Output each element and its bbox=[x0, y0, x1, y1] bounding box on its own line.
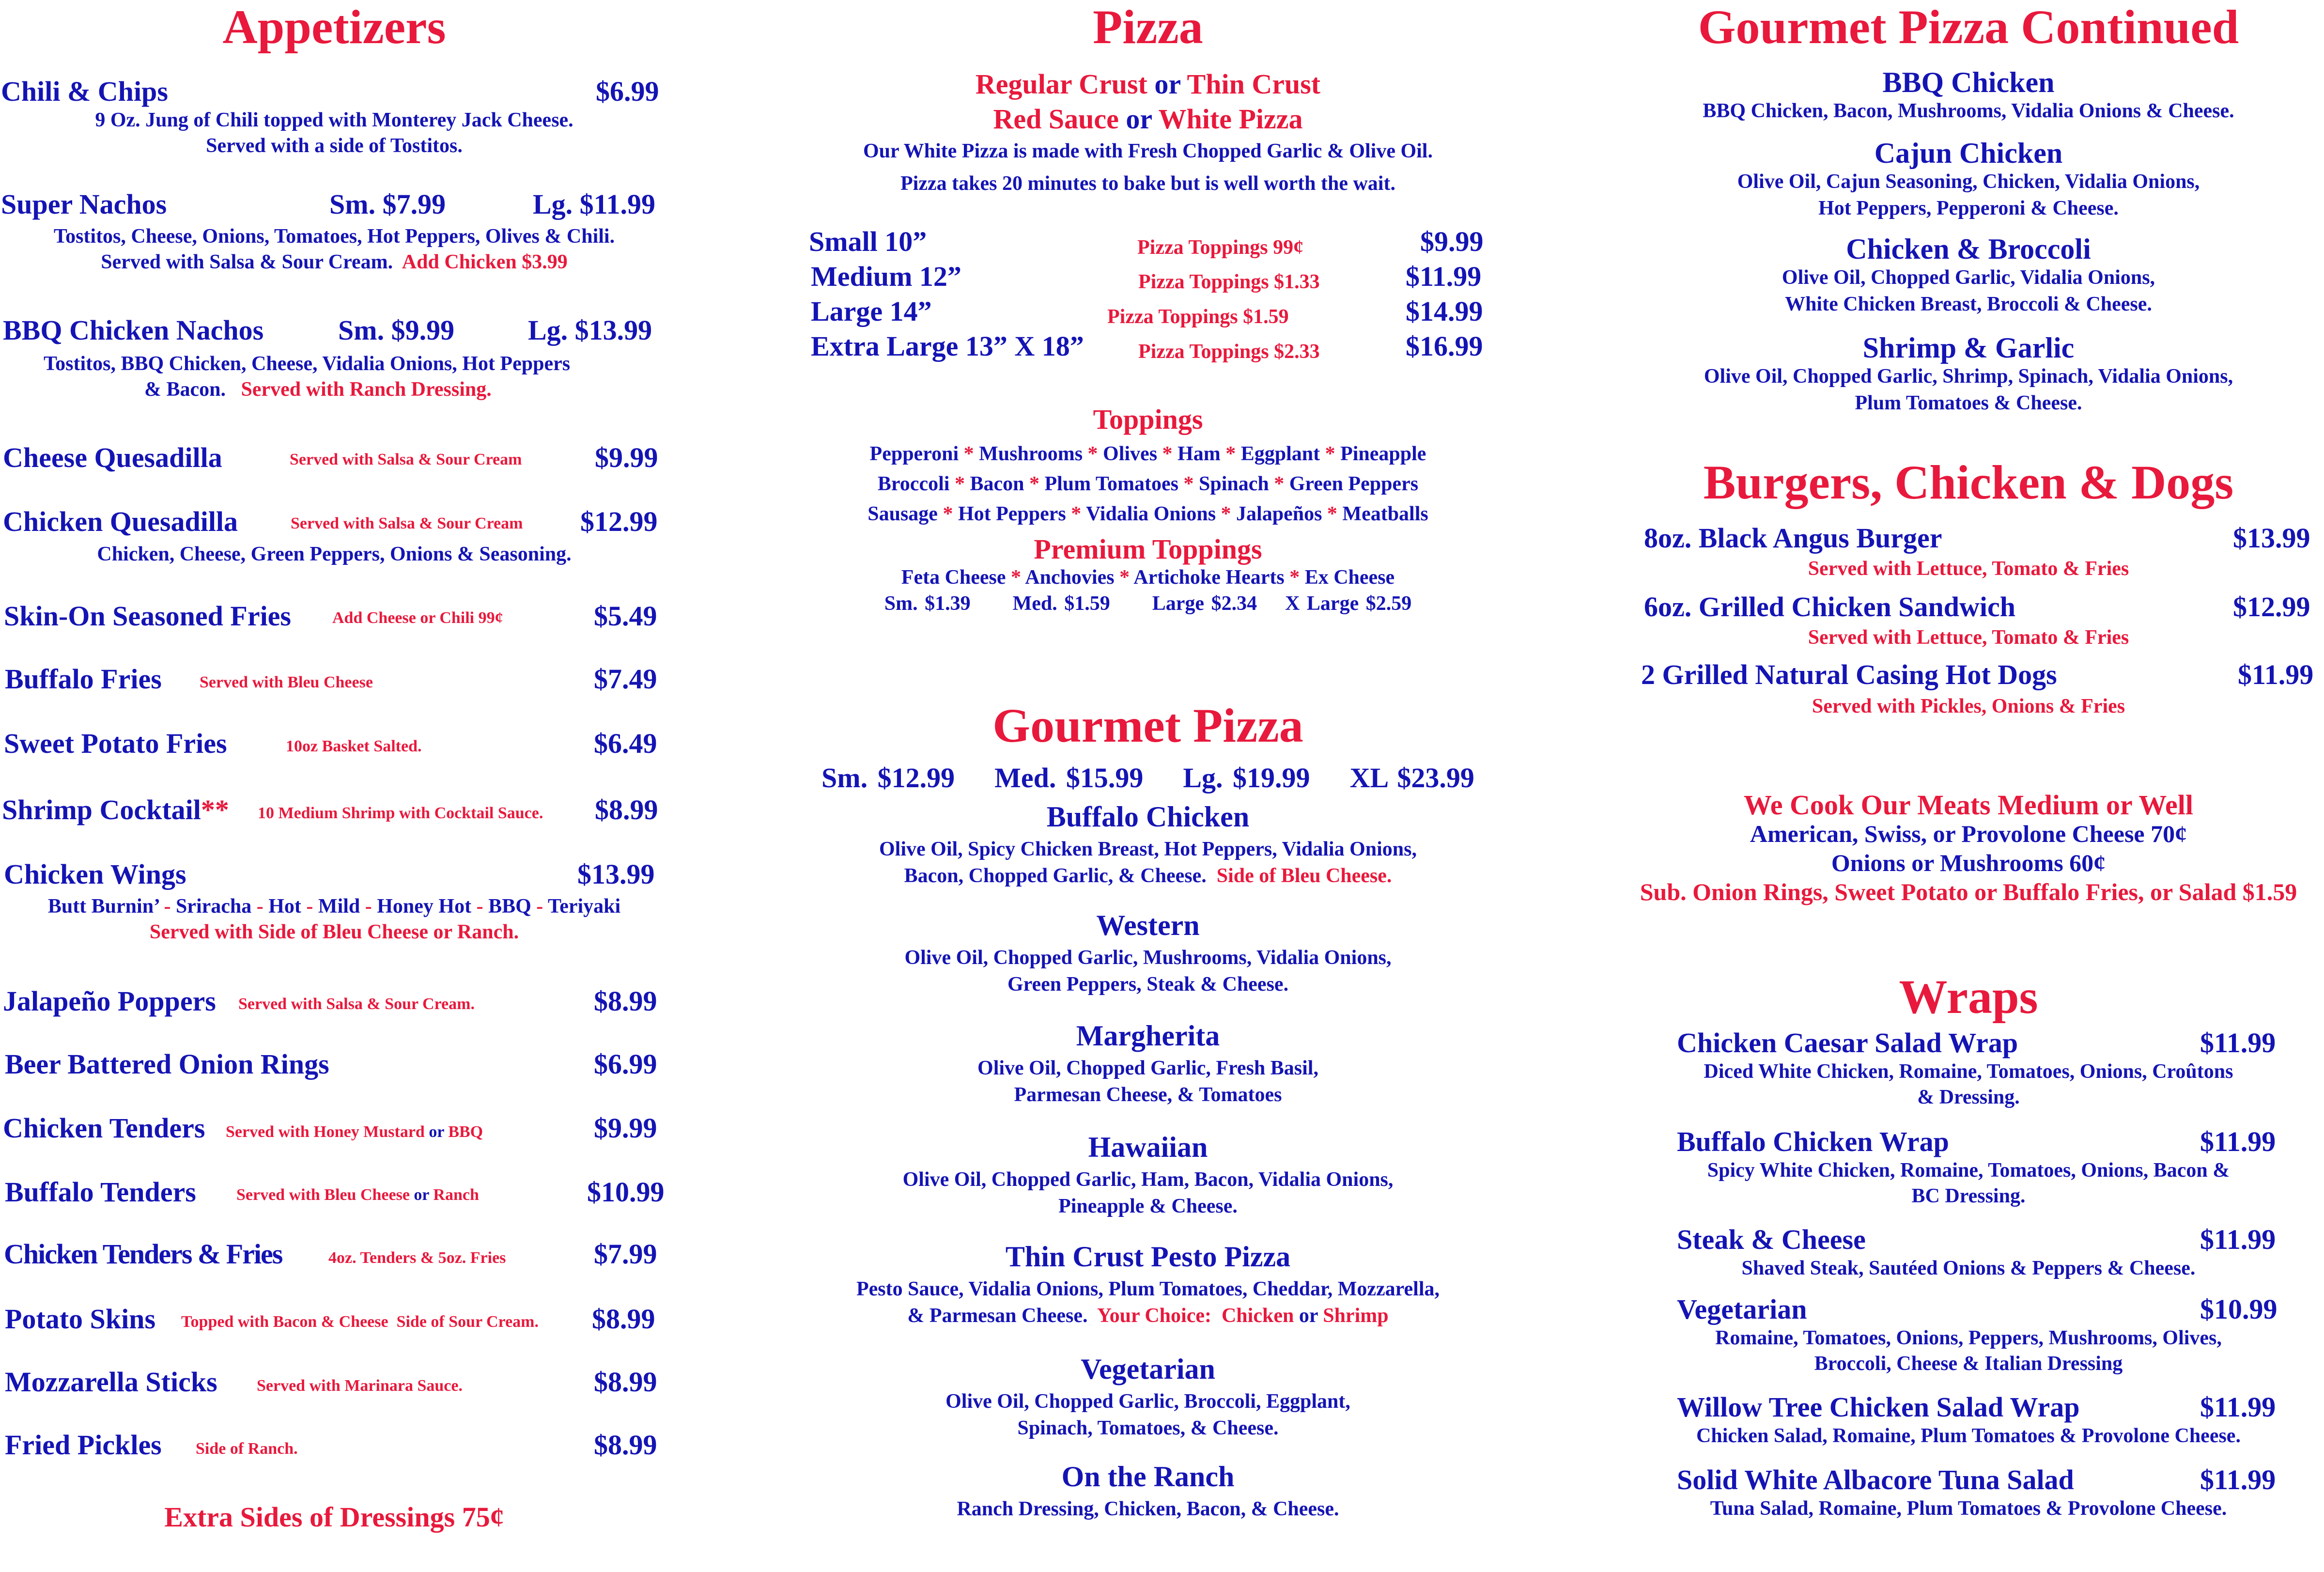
gourmet-price: XL $23.99 bbox=[1349, 762, 1474, 794]
item-nachos-desc bbox=[0, 224, 668, 275]
item-chicken-quesadilla-desc: Chicken, Cheese, Green Peppers, Onions & Seasoning. bbox=[97, 543, 572, 565]
gourmet-item-name: Cajun Chicken bbox=[1874, 137, 2063, 169]
gourmet-item-desc: Bacon, Chopped Garlic, & Cheese. bbox=[904, 864, 1207, 887]
size-toppings: Pizza Toppings 99¢ bbox=[1137, 236, 1304, 259]
star: * bbox=[1006, 566, 1025, 589]
wrap-item-desc-line1: Romaine, Tomatoes, Onions, Peppers, Mushrooms, Olives, bbox=[1715, 1327, 2222, 1349]
crust-regular: Regular Crust bbox=[975, 68, 1147, 100]
wrap-item-price: $11.99 bbox=[2200, 1126, 2276, 1157]
premium-list bbox=[785, 566, 1511, 589]
gourmet-cont-broccoli bbox=[1613, 234, 2324, 317]
size-toppings: Pizza Toppings $2.33 bbox=[1138, 341, 1320, 363]
item-chili-name: Chili & Chips bbox=[1, 76, 168, 107]
item-buffalo-tenders-name: Buffalo Tenders bbox=[5, 1176, 196, 1208]
item-buffalo-tenders-or: or bbox=[414, 1186, 429, 1204]
topping: Vidalia Onions bbox=[1086, 503, 1216, 525]
burger-item-name: 6oz. Grilled Chicken Sandwich bbox=[1644, 591, 2015, 623]
gourmet-ranch bbox=[785, 1462, 1511, 1523]
gourmet-item-name: Vegetarian bbox=[1081, 1353, 1215, 1385]
toppings-title: Toppings bbox=[1093, 404, 1203, 435]
topping: Jalapeños bbox=[1236, 503, 1322, 525]
gourmet-item-choice: Your Choice: bbox=[1097, 1304, 1211, 1327]
wing-flavor: BBQ bbox=[488, 895, 531, 918]
gourmet-margherita bbox=[785, 1021, 1511, 1108]
item-bbq-nachos-desc-line2: & Bacon. bbox=[144, 378, 226, 401]
white-pizza-note: Our White Pizza is made with Fresh Chopped Garlic & Olive Oil. bbox=[863, 140, 1433, 162]
wrap-item-name: Steak & Cheese bbox=[1677, 1224, 1866, 1255]
item-pickles-note: Side of Ranch. bbox=[196, 1440, 298, 1458]
topping: Meatballs bbox=[1342, 503, 1428, 525]
sauce-or: or bbox=[1126, 103, 1152, 135]
gourmet-item-name: Chicken & Broccoli bbox=[1846, 233, 2091, 265]
gourmet-item-name: BBQ Chicken bbox=[1882, 66, 2055, 98]
topping: Sausage bbox=[868, 503, 938, 525]
item-rings-name: Beer Battered Onion Rings bbox=[5, 1048, 329, 1080]
gourmet-item-choice-shrimp: Shrimp bbox=[1323, 1304, 1389, 1327]
item-chili-desc-line2: Served with a side of Tostitos. bbox=[206, 134, 463, 157]
wrap-item-name: Chicken Caesar Salad Wrap bbox=[1677, 1027, 2018, 1058]
gourmet-title: Gourmet Pizza bbox=[992, 699, 1303, 752]
burger-item-note: Served with Lettuce, Tomato & Fries bbox=[1808, 558, 2129, 580]
item-bbq-nachos-note: Served with Ranch Dressing. bbox=[241, 378, 492, 401]
gourmet-hawaiian bbox=[785, 1133, 1511, 1219]
star: * bbox=[959, 443, 979, 465]
size-toppings: Pizza Toppings $1.33 bbox=[1138, 271, 1320, 293]
item-tenders-fries-note bbox=[328, 1249, 506, 1267]
size-price: $9.99 bbox=[1420, 226, 1484, 257]
gourmet-item-desc: Olive Oil, Chopped Garlic, Broccoli, Eggplant, bbox=[945, 1390, 1350, 1413]
gourmet-price: Lg. $19.99 bbox=[1183, 762, 1310, 794]
wing-sep: - bbox=[158, 895, 176, 918]
wrap-item-desc: Tuna Salad, Romaine, Plum Tomatoes & Provolone Cheese. bbox=[1710, 1497, 2227, 1520]
star: * bbox=[1178, 473, 1199, 495]
star: * bbox=[1216, 503, 1237, 525]
item-sweet-fries-note: 10oz Basket Salted. bbox=[286, 737, 422, 755]
item-bbq-nachos-desc bbox=[44, 351, 570, 402]
right-column bbox=[1613, 0, 2324, 1572]
pizza-column bbox=[785, 0, 1511, 1572]
wrap-item-desc-line1: Spicy White Chicken, Romaine, Tomatoes, Onions, Bacon & bbox=[1707, 1159, 2230, 1182]
topping: Pepperoni bbox=[869, 443, 959, 465]
gourmet-item-desc: Spinach, Tomatoes, & Cheese. bbox=[1017, 1416, 1279, 1439]
burger-item-name: 2 Grilled Natural Casing Hot Dogs bbox=[1641, 659, 2057, 690]
wrap-item-desc: Chicken Salad, Romaine, Plum Tomatoes & Provolone Cheese. bbox=[1696, 1425, 2241, 1447]
burgers-title: Burgers, Chicken & Dogs bbox=[1703, 455, 2234, 509]
size-price: $14.99 bbox=[1406, 296, 1483, 327]
toppings-row bbox=[785, 439, 1511, 469]
item-shrimp-name bbox=[2, 796, 229, 824]
item-poppers-name: Jalapeño Poppers bbox=[3, 985, 216, 1017]
topping: Spinach bbox=[1198, 473, 1269, 495]
premium-price: X Large $2.59 bbox=[1285, 592, 1412, 615]
wrap-item-name: Vegetarian bbox=[1677, 1293, 1807, 1325]
size-toppings: Pizza Toppings $1.59 bbox=[1107, 306, 1289, 328]
item-nachos-add: Add Chicken $3.99 bbox=[402, 250, 568, 273]
size-label: Small 10” bbox=[809, 226, 927, 257]
item-bbq-nachos-name: BBQ Chicken Nachos bbox=[3, 314, 264, 346]
item-buffalo-tenders-note2: Ranch bbox=[433, 1186, 479, 1204]
onions-note: Onions or Mushrooms 60¢ bbox=[1831, 849, 2106, 876]
item-wings-served: Served with Side of Bleu Cheese or Ranch. bbox=[149, 920, 519, 943]
wing-sep: - bbox=[531, 895, 548, 918]
gourmet-item-side: Side of Bleu Cheese. bbox=[1216, 864, 1392, 887]
wrap-item-price: $10.99 bbox=[2200, 1293, 2278, 1325]
item-bbq-nachos-desc-line1: Tostitos, BBQ Chicken, Cheese, Vidalia Onions, Hot Peppers bbox=[44, 353, 571, 375]
gourmet-cont-shrimp bbox=[1613, 333, 2324, 416]
item-cheese-quesadilla-note: Served with Salsa & Sour Cream bbox=[290, 451, 522, 468]
item-tenders-fries-name: Chicken Tenders & Fries bbox=[4, 1238, 282, 1270]
wrap-item-desc-line2: Broccoli, Cheese & Italian Dressing bbox=[1814, 1352, 2123, 1375]
item-cheese-quesadilla-name: Cheese Quesadilla bbox=[3, 442, 222, 473]
item-nachos-desc-line2: Served with Salsa & Sour Cream. bbox=[101, 250, 393, 273]
gourmet-item-desc: Olive Oil, Chopped Garlic, Shrimp, Spinach, Vidalia Onions, bbox=[1704, 365, 2233, 388]
burger-item-name: 8oz. Black Angus Burger bbox=[1644, 522, 1942, 554]
item-chicken-quesadilla-name: Chicken Quesadilla bbox=[3, 506, 238, 537]
item-skins-note2: Side of Sour Cream. bbox=[396, 1313, 539, 1331]
item-tenders-or: or bbox=[429, 1123, 444, 1141]
item-wings-price: $13.99 bbox=[577, 858, 655, 890]
item-skins-note bbox=[181, 1313, 539, 1331]
gourmet-buffalo bbox=[785, 802, 1511, 889]
item-chili-desc bbox=[0, 108, 668, 158]
appetizers-column bbox=[0, 0, 668, 1572]
gourmet-price: Med. $15.99 bbox=[994, 762, 1144, 794]
gourmet-item-desc: Olive Oil, Chopped Garlic, Ham, Bacon, Vidalia Onions, bbox=[902, 1168, 1394, 1191]
item-mozz-price: $8.99 bbox=[594, 1366, 657, 1398]
wrap-item-name: Willow Tree Chicken Salad Wrap bbox=[1677, 1391, 2080, 1423]
item-chicken-quesadilla-price: $12.99 bbox=[580, 506, 658, 537]
star: * bbox=[1024, 473, 1045, 495]
wrap-item-price: $11.99 bbox=[2200, 1027, 2276, 1058]
burger-item-price: $12.99 bbox=[2233, 591, 2310, 623]
item-sweet-fries-price: $6.49 bbox=[594, 728, 657, 759]
star: * bbox=[1320, 443, 1341, 465]
crust-thin: Thin Crust bbox=[1187, 68, 1321, 100]
gourmet-item-desc: Ranch Dressing, Chicken, Bacon, & Cheese. bbox=[957, 1498, 1339, 1520]
premium-topping: Ex Cheese bbox=[1304, 566, 1395, 589]
crust-or: or bbox=[1154, 68, 1181, 100]
gourmet-continued-title: Gourmet Pizza Continued bbox=[1698, 0, 2239, 54]
gourmet-item-desc: Pesto Sauce, Vidalia Onions, Plum Tomatoes, Cheddar, Mozzarella, bbox=[856, 1278, 1440, 1300]
item-tenders-fries-amp: & bbox=[420, 1249, 434, 1267]
extra-dressings: Extra Sides of Dressings 75¢ bbox=[164, 1501, 504, 1533]
gourmet-item-desc: Plum Tomatoes & Cheese. bbox=[1855, 391, 2082, 414]
wrap-item-price: $11.99 bbox=[2200, 1464, 2276, 1495]
wing-sep: - bbox=[471, 895, 489, 918]
premium-title: Premium Toppings bbox=[1034, 533, 1262, 565]
item-shrimp-price: $8.99 bbox=[595, 794, 658, 825]
gourmet-vegetarian bbox=[785, 1354, 1511, 1441]
size-label: Medium 12” bbox=[811, 261, 961, 292]
gourmet-item-name: Shrimp & Garlic bbox=[1862, 332, 2075, 364]
premium-price: Sm. $1.39 bbox=[884, 592, 971, 615]
gourmet-item-desc: Olive Oil, Chopped Garlic, Fresh Basil, bbox=[977, 1057, 1318, 1079]
wrap-item-desc bbox=[1613, 1158, 2324, 1209]
size-label: Extra Large 13” X 18” bbox=[811, 330, 1084, 362]
gourmet-item-desc: Green Peppers, Steak & Cheese. bbox=[1007, 973, 1289, 996]
wing-flavor: Sriracha bbox=[175, 895, 252, 918]
item-pickles-price: $8.99 bbox=[594, 1429, 657, 1461]
item-shrimp-note: 10 Medium Shrimp with Cocktail Sauce. bbox=[258, 804, 543, 822]
item-shrimp-stars: ** bbox=[201, 794, 229, 825]
item-mozz-note: Served with Marinara Sauce. bbox=[257, 1377, 463, 1395]
star: * bbox=[1157, 443, 1178, 465]
item-nachos-sm: Sm. $7.99 bbox=[329, 188, 446, 220]
gourmet-item-desc: White Chicken Breast, Broccoli & Cheese. bbox=[1785, 293, 2152, 315]
item-buffalo-tenders-note1: Served with Bleu Cheese bbox=[236, 1186, 410, 1204]
star: * bbox=[1083, 443, 1103, 465]
item-wings-name: Chicken Wings bbox=[4, 858, 186, 890]
wing-flavor: Honey Hot bbox=[377, 895, 472, 918]
item-buffalo-fries-note: Served with Bleu Cheese bbox=[200, 673, 373, 691]
premium-topping: Anchovies bbox=[1025, 566, 1115, 589]
burger-item-note: Served with Lettuce, Tomato & Fries bbox=[1808, 626, 2129, 649]
topping: Ham bbox=[1177, 443, 1221, 465]
star: * bbox=[1220, 443, 1241, 465]
gourmet-item-desc: Olive Oil, Spicy Chicken Breast, Hot Peppers, Vidalia Onions, bbox=[879, 838, 1417, 860]
wing-sep: - bbox=[360, 895, 377, 918]
meats-note: We Cook Our Meats Medium or Well bbox=[1744, 789, 2193, 821]
size-label: Large 14” bbox=[811, 296, 932, 327]
wing-sep: - bbox=[251, 895, 269, 918]
size-price: $11.99 bbox=[1406, 261, 1482, 292]
item-tenders-note bbox=[226, 1123, 483, 1141]
gourmet-item-choice-chicken: Chicken bbox=[1221, 1304, 1294, 1327]
gourmet-item-name: Hawaiian bbox=[1088, 1131, 1208, 1163]
burger-item-note: Served with Pickles, Onions & Fries bbox=[1812, 695, 2125, 717]
item-bbq-nachos-lg: Lg. $13.99 bbox=[528, 314, 652, 346]
wrap-item-price: $11.99 bbox=[2200, 1224, 2276, 1255]
wraps-title: Wraps bbox=[1899, 970, 2038, 1024]
star: * bbox=[1322, 503, 1343, 525]
item-buffalo-fries-name: Buffalo Fries bbox=[5, 663, 162, 695]
gourmet-pesto bbox=[785, 1242, 1511, 1329]
item-bbq-nachos-sm: Sm. $9.99 bbox=[338, 314, 455, 346]
item-fries-note: Add Cheese or Chili 99¢ bbox=[332, 609, 503, 627]
wing-sep: - bbox=[301, 895, 318, 918]
star: * bbox=[949, 473, 970, 495]
pizza-crust-line bbox=[785, 68, 1511, 100]
bake-note: Pizza takes 20 minutes to bake but is well worth the wait. bbox=[900, 172, 1395, 195]
gourmet-price: Sm. $12.99 bbox=[821, 762, 955, 794]
star: * bbox=[1269, 473, 1289, 495]
item-chicken-quesadilla-note: Served with Salsa & Sour Cream bbox=[291, 514, 523, 532]
premium-topping: Feta Cheese bbox=[901, 566, 1006, 589]
item-poppers-note: Served with Salsa & Sour Cream. bbox=[238, 995, 475, 1013]
premium-prices bbox=[785, 592, 1511, 615]
item-tenders-price: $9.99 bbox=[594, 1112, 657, 1144]
toppings-row bbox=[785, 469, 1511, 499]
pizza-title: Pizza bbox=[1093, 0, 1203, 54]
premium-topping: Artichoke Hearts bbox=[1133, 566, 1285, 589]
gourmet-item-desc: Hot Peppers, Pepperoni & Cheese. bbox=[1818, 197, 2119, 219]
wrap-item-desc bbox=[1613, 1325, 2324, 1376]
size-price: $16.99 bbox=[1406, 330, 1483, 362]
item-tenders-note1: Served with Honey Mustard bbox=[226, 1123, 425, 1141]
gourmet-cont-cajun bbox=[1613, 139, 2324, 221]
wrap-item-name: Buffalo Chicken Wrap bbox=[1677, 1126, 1949, 1157]
item-skins-name: Potato Skins bbox=[5, 1303, 156, 1335]
gourmet-item-name: Thin Crust Pesto Pizza bbox=[1005, 1241, 1291, 1273]
item-shrimp-name-text: Shrimp Cocktail bbox=[2, 794, 201, 825]
item-nachos-lg: Lg. $11.99 bbox=[533, 188, 655, 220]
item-poppers-price: $8.99 bbox=[594, 985, 657, 1017]
item-nachos-name: Super Nachos bbox=[1, 188, 167, 220]
gourmet-item-name: Margherita bbox=[1076, 1020, 1220, 1052]
item-rings-price: $6.99 bbox=[594, 1048, 657, 1080]
gourmet-item-desc: Olive Oil, Cajun Seasoning, Chicken, Vidalia Onions, bbox=[1737, 171, 2200, 193]
item-tenders-fries-note2: 5oz. Fries bbox=[438, 1249, 506, 1267]
star: * bbox=[1114, 566, 1134, 589]
topping: Broccoli bbox=[877, 473, 950, 495]
gourmet-prices bbox=[785, 762, 1511, 794]
item-tenders-fries-note1: 4oz. Tenders bbox=[328, 1249, 417, 1267]
wrap-item-name: Solid White Albacore Tuna Salad bbox=[1677, 1464, 2074, 1495]
topping: Hot Peppers bbox=[958, 503, 1066, 525]
gourmet-item-desc: Olive Oil, Chopped Garlic, Mushrooms, Vidalia Onions, bbox=[904, 947, 1392, 969]
toppings-row bbox=[785, 499, 1511, 529]
item-skins-price: $8.99 bbox=[592, 1303, 655, 1335]
toppings-list bbox=[785, 439, 1511, 529]
pizza-sauce-line bbox=[785, 103, 1511, 135]
topping: Eggplant bbox=[1240, 443, 1320, 465]
wing-flavor: Teriyaki bbox=[548, 895, 621, 918]
wrap-item-desc: Shaved Steak, Sautéed Onions & Peppers & Cheese. bbox=[1741, 1257, 2196, 1279]
topping: Pineapple bbox=[1340, 443, 1426, 465]
item-tenders-fries-price: $7.99 bbox=[594, 1238, 657, 1270]
gourmet-cont-bbq bbox=[1613, 68, 2324, 125]
wrap-item-desc-line2: BC Dressing. bbox=[1911, 1184, 2026, 1207]
item-sweet-fries-name: Sweet Potato Fries bbox=[4, 728, 227, 759]
item-fries-name: Skin-On Seasoned Fries bbox=[4, 600, 291, 632]
item-tenders-name: Chicken Tenders bbox=[3, 1112, 205, 1144]
gourmet-item-desc: Pineapple & Cheese. bbox=[1058, 1195, 1238, 1217]
gourmet-item-name: Western bbox=[1096, 909, 1200, 941]
item-wings-flavors bbox=[0, 894, 668, 919]
item-pickles-name: Fried Pickles bbox=[5, 1429, 162, 1461]
wing-flavor: Mild bbox=[318, 895, 360, 918]
star: * bbox=[1066, 503, 1086, 525]
item-cheese-quesadilla-price: $9.99 bbox=[595, 442, 658, 473]
burger-item-price: $11.99 bbox=[2238, 659, 2314, 690]
item-tenders-note2: BBQ bbox=[448, 1123, 483, 1141]
wrap-item-price: $11.99 bbox=[2200, 1391, 2276, 1423]
item-chili-desc-line1: 9 Oz. Jung of Chili topped with Monterey Jack Cheese. bbox=[95, 109, 573, 131]
item-wings-desc bbox=[0, 894, 668, 945]
topping: Mushrooms bbox=[979, 443, 1083, 465]
gourmet-item-name: Buffalo Chicken bbox=[1046, 801, 1250, 833]
star: * bbox=[937, 503, 958, 525]
star: * bbox=[1284, 566, 1305, 589]
wing-flavor: Butt Burnin’ bbox=[47, 895, 159, 918]
topping: Plum Tomatoes bbox=[1044, 473, 1178, 495]
sauce-red: Red Sauce bbox=[993, 103, 1119, 135]
topping: Green Peppers bbox=[1289, 473, 1419, 495]
gourmet-item-desc: & Parmesan Cheese. bbox=[907, 1304, 1088, 1327]
item-chili-price: $6.99 bbox=[596, 76, 659, 107]
topping: Olives bbox=[1103, 443, 1158, 465]
item-buffalo-tenders-note bbox=[236, 1186, 479, 1204]
burger-item-price: $13.99 bbox=[2233, 522, 2310, 554]
item-buffalo-fries-price: $7.49 bbox=[594, 663, 657, 695]
wrap-item-desc-line2: & Dressing. bbox=[1917, 1086, 2020, 1108]
wrap-item-desc-line1: Diced White Chicken, Romaine, Tomatoes, Onions, Croûtons bbox=[1704, 1060, 2233, 1083]
cheese-note: American, Swiss, or Provolone Cheese 70¢ bbox=[1750, 820, 2187, 847]
item-mozz-name: Mozzarella Sticks bbox=[5, 1366, 217, 1398]
gourmet-item-desc: Parmesan Cheese, & Tomatoes bbox=[1014, 1083, 1282, 1106]
topping: Bacon bbox=[970, 473, 1024, 495]
gourmet-item-name: On the Ranch bbox=[1061, 1461, 1235, 1493]
sub-note: Sub. Onion Rings, Sweet Potato or Buffalo Fries, or Salad $1.59 bbox=[1640, 878, 2297, 905]
gourmet-western bbox=[785, 911, 1511, 997]
item-nachos-desc-line1: Tostitos, Cheese, Onions, Tomatoes, Hot Peppers, Olives & Chili. bbox=[53, 225, 615, 248]
item-buffalo-tenders-price: $10.99 bbox=[587, 1176, 665, 1208]
gourmet-item-desc: Olive Oil, Chopped Garlic, Vidalia Onions, bbox=[1782, 266, 2155, 289]
gourmet-item-or: or bbox=[1299, 1304, 1318, 1327]
premium-price: Large $2.34 bbox=[1152, 592, 1257, 615]
appetizers-title: Appetizers bbox=[222, 0, 446, 54]
wing-flavor: Hot bbox=[268, 895, 301, 918]
item-skins-note1: Topped with Bacon & Cheese bbox=[181, 1313, 388, 1331]
wrap-item-desc bbox=[1613, 1059, 2324, 1110]
premium-price: Med. $1.59 bbox=[1012, 592, 1110, 615]
gourmet-item-desc: BBQ Chicken, Bacon, Mushrooms, Vidalia Onions & Cheese. bbox=[1703, 100, 2234, 122]
sauce-white: White Pizza bbox=[1158, 103, 1303, 135]
item-fries-price: $5.49 bbox=[594, 600, 657, 632]
